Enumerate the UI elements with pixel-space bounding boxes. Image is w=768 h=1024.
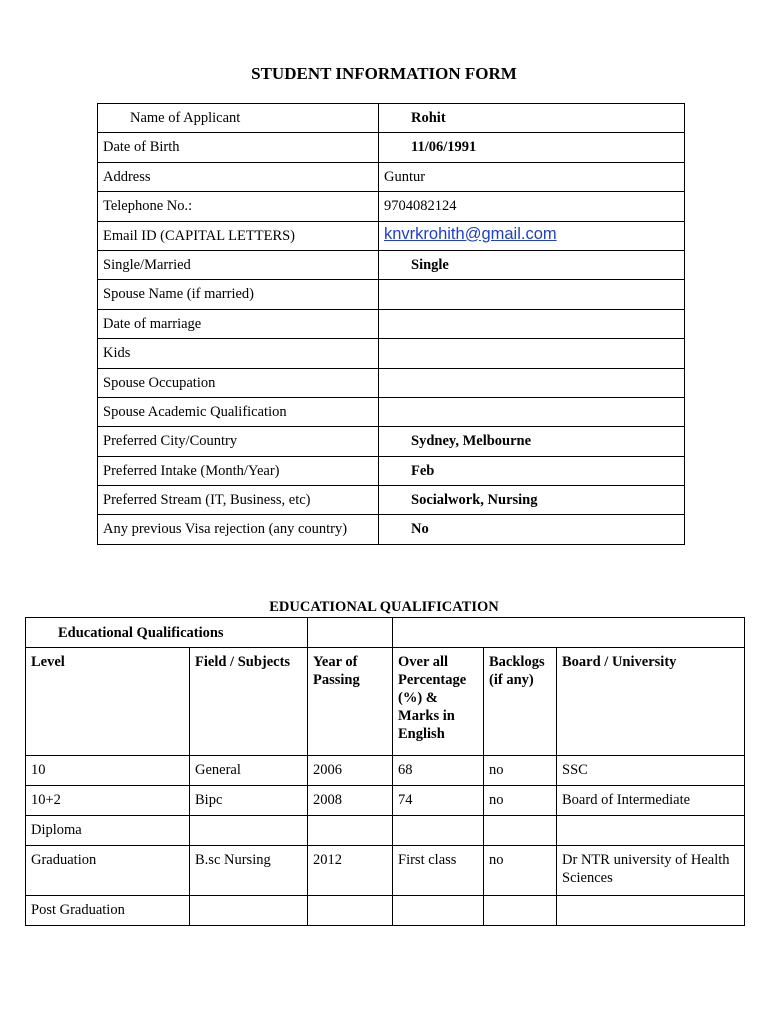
table-row — [26, 816, 745, 846]
header-board: Board / University — [557, 648, 745, 756]
header-percentage-line: Over all — [398, 654, 449, 670]
header-percentage-line: Percentage — [398, 672, 467, 688]
preferred-city-value: Sydney, Melbourne — [379, 427, 685, 456]
header-percentage-line: (%) & — [398, 690, 438, 706]
table-row — [98, 309, 685, 338]
header-row — [26, 648, 745, 756]
header-backlogs-line: (if any) — [489, 672, 534, 688]
name-label: Name of Applicant — [98, 104, 379, 133]
table-row — [98, 104, 685, 133]
empty-cell — [393, 618, 745, 648]
field-cell: General — [190, 756, 308, 786]
year-cell — [308, 816, 393, 846]
backlogs-cell: no — [484, 846, 557, 896]
header-year-line: Passing — [313, 672, 360, 688]
student-info-table — [97, 103, 685, 545]
marriage-date-label: Date of marriage — [98, 309, 379, 338]
preferred-intake-label: Preferred Intake (Month/Year) — [98, 456, 379, 485]
marital-status-label: Single/Married — [98, 250, 379, 279]
board-cell: Board of Intermediate — [557, 786, 745, 816]
spouse-qualification-value — [379, 397, 685, 426]
backlogs-cell: no — [484, 756, 557, 786]
year-cell: 2012 — [308, 846, 393, 896]
percentage-cell: 74 — [393, 786, 484, 816]
spouse-occupation-value — [379, 368, 685, 397]
table-row — [98, 368, 685, 397]
field-cell — [190, 896, 308, 926]
spouse-name-label: Spouse Name (if married) — [98, 280, 379, 309]
year-cell: 2008 — [308, 786, 393, 816]
table-row — [98, 339, 685, 368]
table-row — [26, 846, 745, 896]
table-row — [98, 250, 685, 279]
level-cell: Diploma — [26, 816, 190, 846]
header-backlogs — [484, 648, 557, 756]
percentage-cell: First class — [393, 846, 484, 896]
visa-rejection-value: No — [379, 515, 685, 544]
table-row — [98, 456, 685, 485]
table-row — [26, 618, 745, 648]
board-cell — [557, 816, 745, 846]
spouse-qualification-label: Spouse Academic Qualification — [98, 397, 379, 426]
preferred-stream-label: Preferred Stream (IT, Business, etc) — [98, 486, 379, 515]
header-percentage-line: English — [398, 726, 445, 742]
marital-status-value: Single — [379, 250, 685, 279]
empty-cell — [308, 618, 393, 648]
table-row — [98, 162, 685, 191]
preferred-stream-value: Socialwork, Nursing — [379, 486, 685, 515]
telephone-label: Telephone No.: — [98, 192, 379, 221]
name-value: Rohit — [379, 104, 685, 133]
dob-label: Date of Birth — [98, 133, 379, 162]
education-section-title: EDUCATIONAL QUALIFICATION — [269, 599, 499, 615]
level-cell: Post Graduation — [26, 896, 190, 926]
form-title: STUDENT INFORMATION FORM — [251, 64, 517, 83]
spouse-name-value — [379, 280, 685, 309]
table-row — [98, 427, 685, 456]
header-year-line: Year of — [313, 654, 358, 670]
email-link[interactable]: knvrkrohith@gmail.com — [384, 224, 557, 243]
kids-label: Kids — [98, 339, 379, 368]
header-year — [308, 648, 393, 756]
field-cell: B.sc Nursing — [190, 846, 308, 896]
table-row — [26, 786, 745, 816]
spouse-occupation-label: Spouse Occupation — [98, 368, 379, 397]
level-cell: 10 — [26, 756, 190, 786]
header-field: Field / Subjects — [190, 648, 308, 756]
preferred-city-label: Preferred City/Country — [98, 427, 379, 456]
table-row — [98, 397, 685, 426]
table-row — [98, 192, 685, 221]
email-cell — [379, 221, 685, 250]
backlogs-cell — [484, 816, 557, 846]
year-cell — [308, 896, 393, 926]
preferred-intake-value: Feb — [379, 456, 685, 485]
table-row — [98, 221, 685, 250]
email-label: Email ID (CAPITAL LETTERS) — [98, 221, 379, 250]
table-row — [26, 756, 745, 786]
education-table — [25, 617, 745, 926]
dob-value: 11/06/1991 — [379, 133, 685, 162]
table-row — [98, 133, 685, 162]
kids-value — [379, 339, 685, 368]
field-cell — [190, 816, 308, 846]
percentage-cell — [393, 816, 484, 846]
level-cell: 10+2 — [26, 786, 190, 816]
table-row — [26, 896, 745, 926]
header-backlogs-line: Backlogs — [489, 654, 545, 670]
table-row — [98, 515, 685, 544]
percentage-cell: 68 — [393, 756, 484, 786]
year-cell: 2006 — [308, 756, 393, 786]
level-cell: Graduation — [26, 846, 190, 896]
marriage-date-value — [379, 309, 685, 338]
board-cell — [557, 896, 745, 926]
telephone-value: 9704082124 — [379, 192, 685, 221]
header-percentage — [393, 648, 484, 756]
education-table-title: Educational Qualifications — [26, 618, 308, 648]
backlogs-cell: no — [484, 786, 557, 816]
board-cell: Dr NTR university of Health Sciences — [557, 846, 745, 896]
header-percentage-line: Marks in — [398, 708, 455, 724]
percentage-cell — [393, 896, 484, 926]
address-value: Guntur — [379, 162, 685, 191]
field-cell: Bipc — [190, 786, 308, 816]
header-level: Level — [26, 648, 190, 756]
table-row — [98, 280, 685, 309]
table-row — [98, 486, 685, 515]
visa-rejection-label: Any previous Visa rejection (any country) — [98, 515, 379, 544]
board-cell: SSC — [557, 756, 745, 786]
address-label: Address — [98, 162, 379, 191]
backlogs-cell — [484, 896, 557, 926]
